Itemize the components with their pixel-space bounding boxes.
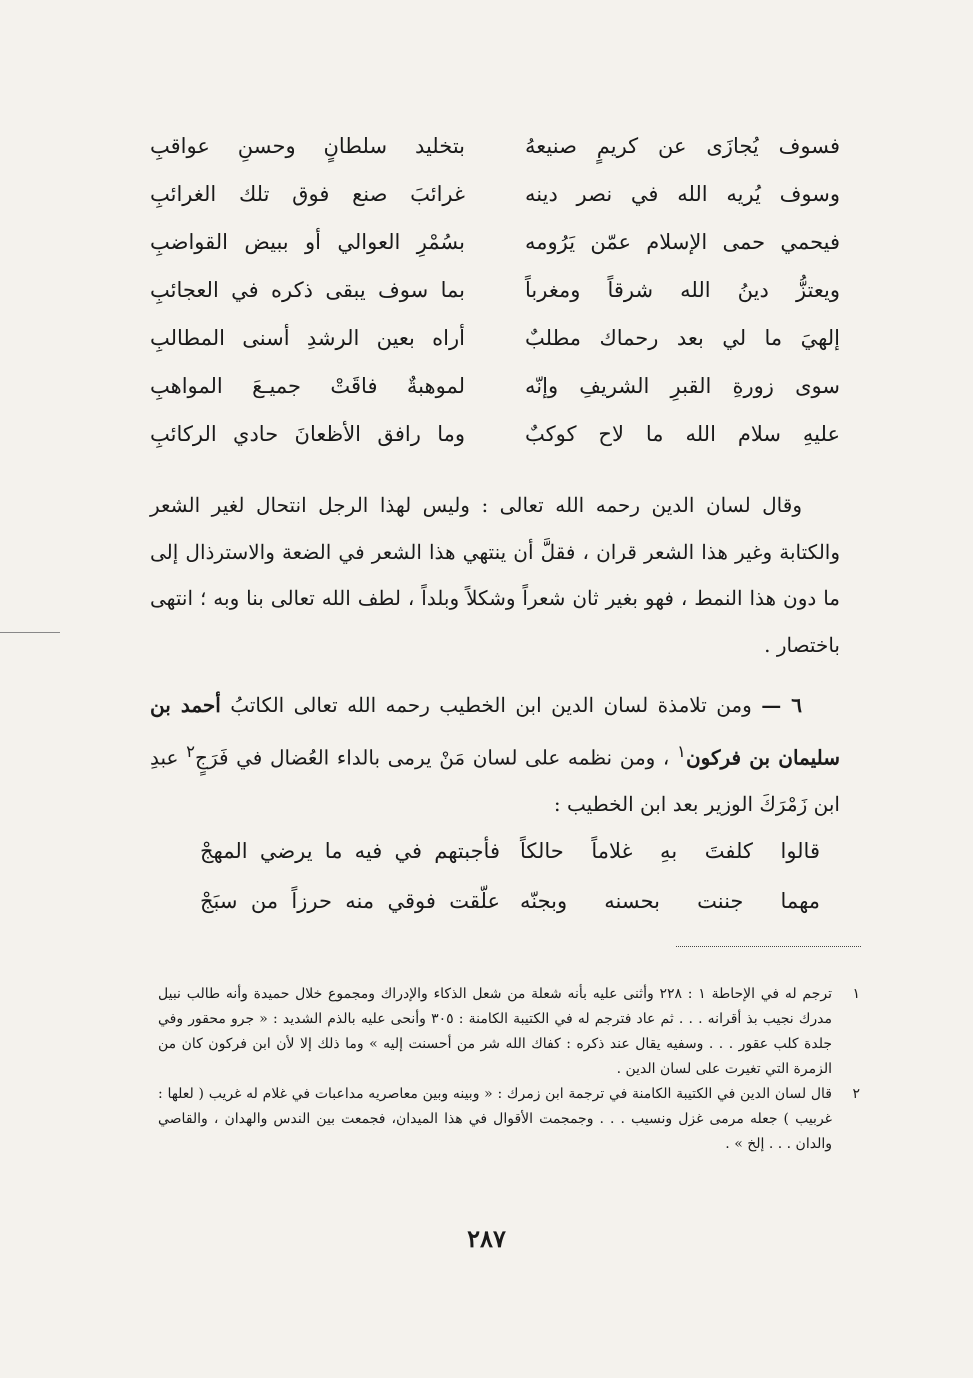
hemistich-first: مهما جننت بحسنه وبجنّه [520,889,820,913]
hemistich-first: عليهِ سلام الله ما لاح كوكبٌ [525,422,840,446]
footnote-separator [676,946,861,947]
verse [150,218,840,266]
footnote-ref-2[interactable]: ٢ [186,741,196,761]
entry-text-end: عبدِ ابن زَمْرَكَ الوزير بعد ابن الخطيب : [150,745,840,816]
hemistich-first: سوى زورةِ القبرِ الشريفِ وإنّه [525,374,840,398]
hemistich-second: فأجبتهم في فيه ما يرضي المهجْ [200,839,500,863]
paragraph-commentary [150,482,840,668]
poem-block-2 [200,826,820,926]
verse [200,826,820,876]
hemistich-first: وسوف يُريه الله في نصر دينه [525,182,840,206]
footnote-number: ١ [852,986,860,1002]
verse [150,314,840,362]
page-number: ٢٨٧ [467,1224,506,1253]
footnote [158,982,860,1082]
hemistich-second: لموهبةٌ فاقَتْ جميـعَ المواهبِ [150,374,465,398]
hemistich-second: بما سوف يبقى ذكره في العجائبِ [150,278,465,302]
verse [150,362,840,410]
hemistich-second: وما رافق الأظعانَ حادي الركائبِ [150,422,465,446]
footnote-text: قال لسان الدين في الكتيبة الكامنة في ترجمة ابن زمرك : « وبينه وبين معاصريه مداعبات في غلام له غريب ( لعلها : غربيب ) جعله مرمى غزل ونسيب . . . وجمجمت الأقوال في هذا الميدان، فجمعت بين الندس والهدان ، والقاصي والدان . . . إلخ » . [158,1086,832,1152]
hemistich-second: أراه بعين الرشدِ أسنى المطالبِ [150,326,465,350]
entry-number: ٦ — [761,693,802,717]
entry-intro: ومن تلامذة لسان الدين ابن الخطيب رحمه الله تعالى الكاتبُ [230,693,752,717]
hemistich-second: غرائبَ صنع فوق تلك الغرائبِ [150,182,465,206]
verse [150,266,840,314]
hemistich-first: فسوف يُجازَى عن كريمٍ صنيعهُ [525,134,840,158]
verse [150,410,840,458]
paragraph-entry-6 [150,682,840,827]
hemistich-first: إلهيَ ما لي بعد رحماك مطلبٌ [525,326,840,350]
margin-mark [0,632,60,633]
hemistich-first: ويعتزُّ دينُ الله شرقاً ومغرباً [525,278,840,302]
person-name: أحمد بن سليمان بن فركون [150,693,841,770]
verse [150,170,840,218]
verse [150,122,840,170]
hemistich-first: فيحمي حمى الإسلام عمّن يَرُومه [525,230,840,254]
verse [200,876,820,926]
paragraph-text: وقال لسان الدين رحمه الله تعالى : وليس لهذا الرجل انتحال لغير الشعر والكتابة وغير هذا الشعر قران ، فقلَّ أن ينتهي هذا الشعر في الضعة والاسترذال إلى ما دون هذا النمط ، فهو بغير ثان شعراً وشكلاً وبلداً ، لطف الله تعالى بنا وبه ؛ انتهى باختصار . [150,493,840,657]
poem-block-1 [150,122,840,458]
hemistich-second: بسُمْرِ العوالي أو ببيض القواضبِ [150,230,465,254]
hemistich-first: قالوا كلفتَ بهِ غلاماً حالكاً [520,839,820,863]
footnotes [158,982,860,1157]
footnote-text: ترجم له في الإحاطة ١ : ٢٢٨ وأثنى عليه بأنه شعلة من شعل الذكاء والإدراك ومجموع خلال حميدة وأنه طالب نبيل مدرك نجيب بذ أقرانه . . . ثم عاد فترجم له في الكتيبة الكامنة : ٣٠٥ وأنحى عليه بالذم الشديد : « جرو محقور وفي جلدة كلب عقور . . . وسفيه يقال عند ذكره : كفاك الله شر من أحسنت إليه » وما ذلك إلا لأن ابن فركون كان من الزمرة التي تغيرت على لسان الدين . [158,986,832,1077]
hemistich-second: علّقت فوقي منه حرزاً من سبَجْ [200,889,500,913]
hemistich-second: بتخليد سلطانٍ وحسنِ عواقبِ [150,134,465,158]
footnote-ref-1[interactable]: ١ [676,741,686,761]
entry-text: ، ومن نظمه على لسان مَنْ يرمى بالداء العُضال في فَرَجٍ [195,745,670,770]
footnote-number: ٢ [852,1086,860,1102]
footnote [158,1082,860,1157]
